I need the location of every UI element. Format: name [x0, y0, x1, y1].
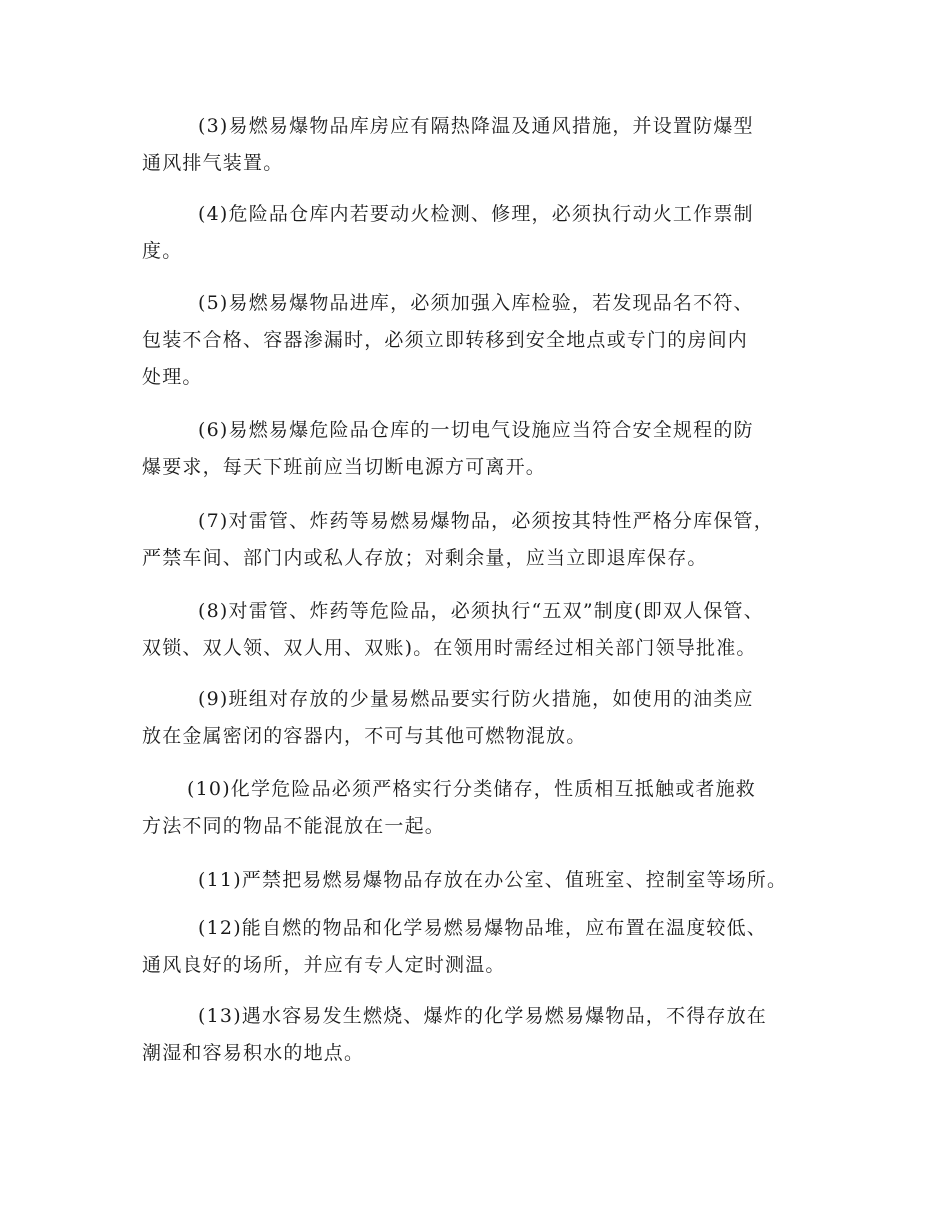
paragraph-line: 双锁、双人领、双人用、双账)。在领用时需经过相关部门领导批准。: [142, 637, 757, 659]
paragraph-line: (9)班组对存放的少量易燃品要实行防火措施，如使用的油类应: [198, 688, 754, 710]
paragraph-item-11: [142, 862, 842, 899]
paragraph-line: (6)易燃易爆危险品仓库的一切电气设施应当符合安全规程的防: [198, 419, 754, 441]
paragraph-item-12: [142, 910, 842, 984]
paragraph-line: 处理。: [142, 366, 203, 388]
paragraph-line: 方法不同的物品不能混放在一起。: [142, 815, 446, 837]
paragraph-item-9: [142, 681, 842, 755]
paragraph-line: (3)易燃易爆物品库房应有隔热降温及通风措施，并设置防爆型: [198, 115, 754, 137]
paragraph-item-8: [142, 593, 842, 667]
paragraph-line: 包装不合格、容器渗漏时，必须立即转移到安全地点或专门的房间内: [142, 329, 749, 351]
paragraph-item-6: [142, 412, 842, 486]
paragraph-item-4: [142, 196, 842, 270]
paragraph-line: (8)对雷管、炸药等危险品，必须执行“五双”制度(即双人保管、: [198, 600, 764, 622]
paragraph-line: (5)易燃易爆物品进库，必须加强入库检验，若发现品名不符、: [198, 292, 754, 314]
paragraph-line: 爆要求，每天下班前应当切断电源方可离开。: [142, 456, 547, 478]
paragraph-line: 严禁车间、部门内或私人存放；对剩余量，应当立即退库保存。: [142, 547, 708, 569]
paragraph-line: 放在金属密闭的容器内，不可与其他可燃物混放。: [142, 725, 587, 747]
paragraph-item-5: [142, 285, 842, 396]
paragraph-line: 通风排气装置。: [142, 152, 284, 174]
paragraph-line: (12)能自燃的物品和化学易燃易爆物品堆，应布置在温度较低、: [198, 917, 768, 939]
paragraph-item-13: [142, 998, 842, 1072]
paragraph-line: (11)严禁把易燃易爆物品存放在办公室、值班室、控制室等场所。: [198, 869, 788, 891]
paragraph-line: 通风良好的场所，并应有专人定时测温。: [142, 954, 506, 976]
paragraph-line: (13)遇水容易发生燃烧、爆炸的化学易燃易爆物品，不得存放在: [198, 1005, 768, 1027]
paragraph-line: 潮湿和容易积水的地点。: [142, 1042, 365, 1064]
paragraph-line: (7)对雷管、炸药等易燃易爆物品，必须按其特性严格分库保管，: [198, 510, 774, 532]
paragraph-line: 度。: [142, 240, 183, 262]
paragraph-item-3: [142, 108, 842, 182]
paragraph-item-7: [142, 503, 842, 577]
paragraph-item-10: [142, 771, 842, 845]
paragraph-line: (10)化学危险品必须严格实行分类储存，性质相互抵触或者施救: [187, 778, 757, 800]
paragraph-line: (4)危险品仓库内若要动火检测、修理，必须执行动火工作票制: [198, 203, 754, 225]
